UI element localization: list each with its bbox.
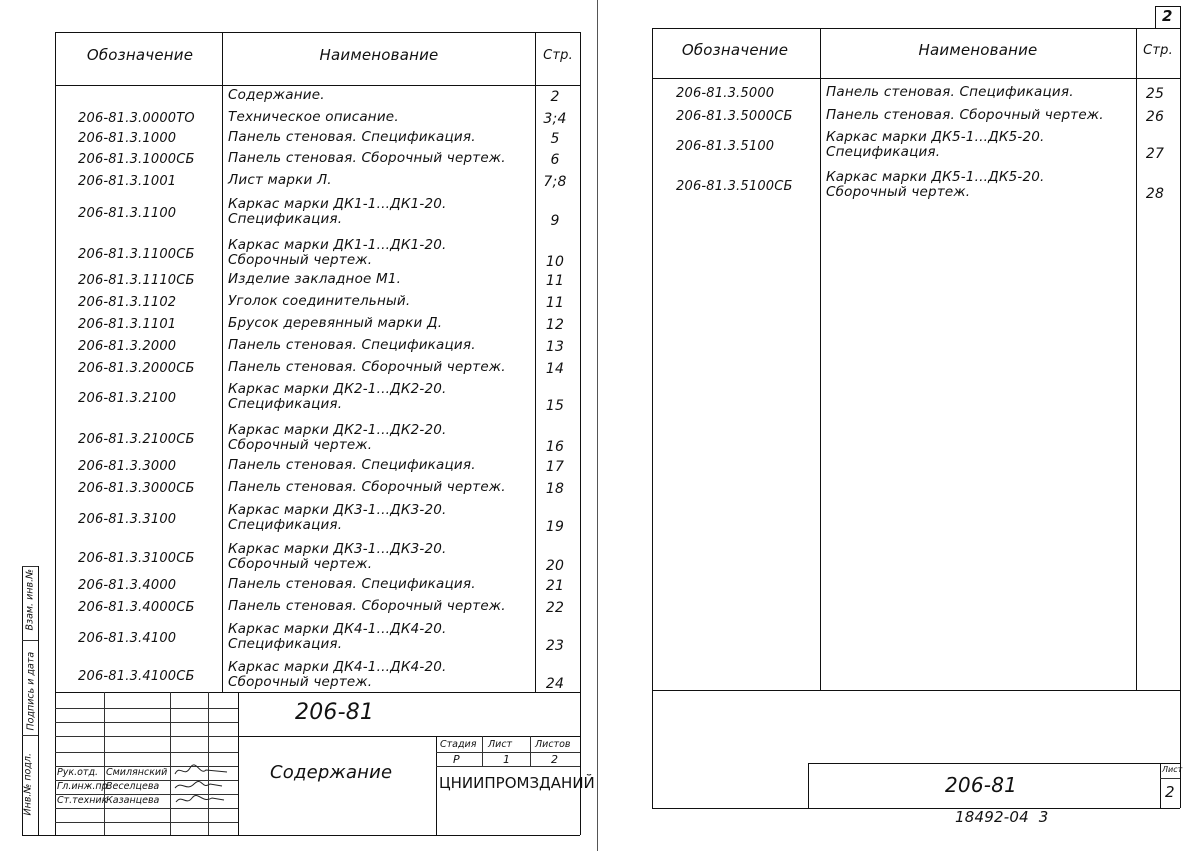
row-name: Каркас марки ДК2-1...ДК2-20. Спецификация. xyxy=(228,381,447,412)
organization-name: ЦНИИПРОМЗДАНИЙ xyxy=(439,774,595,792)
row-page: 22 xyxy=(545,600,565,616)
row-name: Каркас марки ДК1-1...ДК1-20. Спецификация. xyxy=(228,196,447,227)
row-name: Панель стеновая. Спецификация. xyxy=(826,84,1074,100)
row-name: Панель стеновая. Спецификация. xyxy=(228,576,476,592)
row-name: Техническое описание. xyxy=(228,109,399,125)
row-designation: 206-81.3.5100СБ xyxy=(676,179,793,194)
row-page: 6 xyxy=(550,152,560,168)
row-designation: 206-81.3.1101 xyxy=(78,317,177,332)
sheets-label: Листов xyxy=(535,739,571,750)
row-page: 24 xyxy=(545,676,565,692)
sheets-value: 2 xyxy=(551,753,558,766)
title-block-title: Содержание xyxy=(270,762,393,783)
right-header-page: Стр. xyxy=(1143,43,1173,58)
row-name: Каркас марки ДК4-1...ДК4-20. Спецификация. xyxy=(228,621,447,652)
row-designation: 206-81.3.4000СБ xyxy=(78,600,195,615)
row-designation: 206-81.3.3100СБ xyxy=(78,551,195,566)
row-name: Панель стеновая. Спецификация. xyxy=(228,337,476,353)
row-name: Панель стеновая. Сборочный чертеж. xyxy=(228,598,506,614)
row-name: Каркас марки ДК5-1...ДК5-20. Спецификация. xyxy=(826,129,1045,160)
signer-name-2: Веселцева xyxy=(106,781,160,792)
row-designation: 206-81.3.1000СБ xyxy=(78,152,195,167)
side-stamp-signature-date: Подпись и дата xyxy=(25,651,37,731)
row-page: 20 xyxy=(545,558,565,574)
row-designation: 206-81.3.5100 xyxy=(676,139,775,154)
row-name: Каркас марки ДК3-1...ДК3-20. Сборочный чертеж. xyxy=(228,541,447,572)
title-block-doc-number: 206-81 xyxy=(295,700,375,725)
row-designation: 206-81.3.3000СБ xyxy=(78,481,195,496)
row-page: 11 xyxy=(545,295,565,311)
row-designation: 206-81.3.3100 xyxy=(78,512,177,527)
left-header-designation: Обозначение xyxy=(86,46,194,64)
row-name: Панель стеновая. Спецификация. xyxy=(228,129,476,145)
row-name: Панель стеновая. Сборочный чертеж. xyxy=(228,150,506,166)
row-page: 11 xyxy=(545,273,565,289)
left-header-page: Стр. xyxy=(543,48,573,63)
sheet-value: 1 xyxy=(503,753,510,766)
right-header-designation: Обозначение xyxy=(681,41,789,59)
stage-value: Р xyxy=(453,753,460,766)
row-page: 15 xyxy=(545,398,565,414)
row-designation: 206-81.3.3000 xyxy=(78,459,177,474)
row-page: 28 xyxy=(1145,186,1165,202)
signer-role-3: Ст.техник xyxy=(57,795,108,806)
row-name: Лист марки Л. xyxy=(228,172,332,188)
row-designation: 206-81.3.5000 xyxy=(676,86,775,101)
row-page: 13 xyxy=(545,339,565,355)
row-name: Каркас марки ДК1-1...ДК1-20. Сборочный чертеж. xyxy=(228,237,447,268)
row-designation: 206-81.3.1102 xyxy=(78,295,177,310)
row-name: Брусок деревянный марки Д. xyxy=(228,315,443,331)
row-designation: 206-81.3.2000 xyxy=(78,339,177,354)
right-stamp-sheet-number: 2 xyxy=(1165,783,1175,801)
row-designation: 206-81.3.5000СБ xyxy=(676,109,793,124)
row-page: 14 xyxy=(545,361,565,377)
row-page: 17 xyxy=(545,459,565,475)
side-stamp-replacement: Взам. инв.№ xyxy=(24,569,36,631)
row-page: 5 xyxy=(550,131,560,147)
row-page: 26 xyxy=(1145,109,1165,125)
row-name: Уголок соединительный. xyxy=(228,293,411,309)
row-name: Каркас марки ДК5-1...ДК5-20. Сборочный чертеж. xyxy=(826,169,1045,200)
row-page: 21 xyxy=(545,578,565,594)
row-designation: 206-81.3.0000ТО xyxy=(78,111,195,126)
sheet-label: Лист xyxy=(488,739,513,750)
right-header-name: Наименование xyxy=(918,41,1038,59)
row-designation: 206-81.3.2000СБ xyxy=(78,361,195,376)
row-designation: 206-81.3.1000 xyxy=(78,131,177,146)
row-designation: 206-81.3.1110СБ xyxy=(78,273,195,288)
signer-name-3: Казанцева xyxy=(106,795,160,806)
row-name: Каркас марки ДК4-1...ДК4-20. Сборочный чертеж. xyxy=(228,659,447,690)
signer-role-1: Рук.отд. xyxy=(57,767,99,778)
row-designation: 206-81.3.1100 xyxy=(78,206,177,221)
sheet-divider xyxy=(597,0,598,851)
stage-label: Стадия xyxy=(440,739,477,750)
row-name: Панель стеновая. Сборочный чертеж. xyxy=(228,479,506,495)
row-name: Изделие закладное М1. xyxy=(228,271,402,287)
footer-archive-number: 18492-04 3 xyxy=(955,808,1049,826)
signer-role-2: Гл.инж.пр. xyxy=(57,781,111,792)
row-designation: 206-81.3.4100 xyxy=(78,631,177,646)
row-designation: 206-81.3.4100СБ xyxy=(78,669,195,684)
row-name: Панель стеновая. Сборочный чертеж. xyxy=(228,359,506,375)
row-page: 18 xyxy=(545,481,565,497)
right-stamp-doc-number: 206-81 xyxy=(945,773,1018,797)
signatures-image xyxy=(172,762,236,810)
row-name: Каркас марки ДК2-1...ДК2-20. Сборочный чертеж. xyxy=(228,422,447,453)
row-page: 19 xyxy=(545,519,565,535)
left-header-name: Наименование xyxy=(319,46,439,64)
right-stamp-sheet-label: Лист xyxy=(1162,765,1183,774)
row-designation: 206-81.3.2100СБ xyxy=(78,432,195,447)
corner-page-number: 2 xyxy=(1162,7,1173,25)
row-page: 25 xyxy=(1145,86,1165,102)
row-page: 16 xyxy=(545,439,565,455)
row-name: Каркас марки ДК3-1...ДК3-20. Спецификация. xyxy=(228,502,447,533)
signer-name-1: Смилянский xyxy=(106,767,168,778)
row-page: 2 xyxy=(550,89,560,105)
row-page: 12 xyxy=(545,317,565,333)
row-page: 10 xyxy=(545,254,565,270)
row-name: Панель стеновая. Сборочный чертеж. xyxy=(826,107,1104,123)
row-name: Панель стеновая. Спецификация. xyxy=(228,457,476,473)
row-page: 9 xyxy=(550,213,560,229)
row-designation: 206-81.3.1001 xyxy=(78,174,177,189)
side-stamp-inventory: Инв.№ подл. xyxy=(22,752,34,816)
row-name: Содержание. xyxy=(228,87,325,103)
row-designation: 206-81.3.2100 xyxy=(78,391,177,406)
row-designation: 206-81.3.1100СБ xyxy=(78,247,195,262)
row-designation: 206-81.3.4000 xyxy=(78,578,177,593)
row-page: 27 xyxy=(1145,146,1165,162)
row-page: 23 xyxy=(545,638,565,654)
row-page: 7;8 xyxy=(543,174,567,190)
row-page: 3;4 xyxy=(543,111,567,127)
